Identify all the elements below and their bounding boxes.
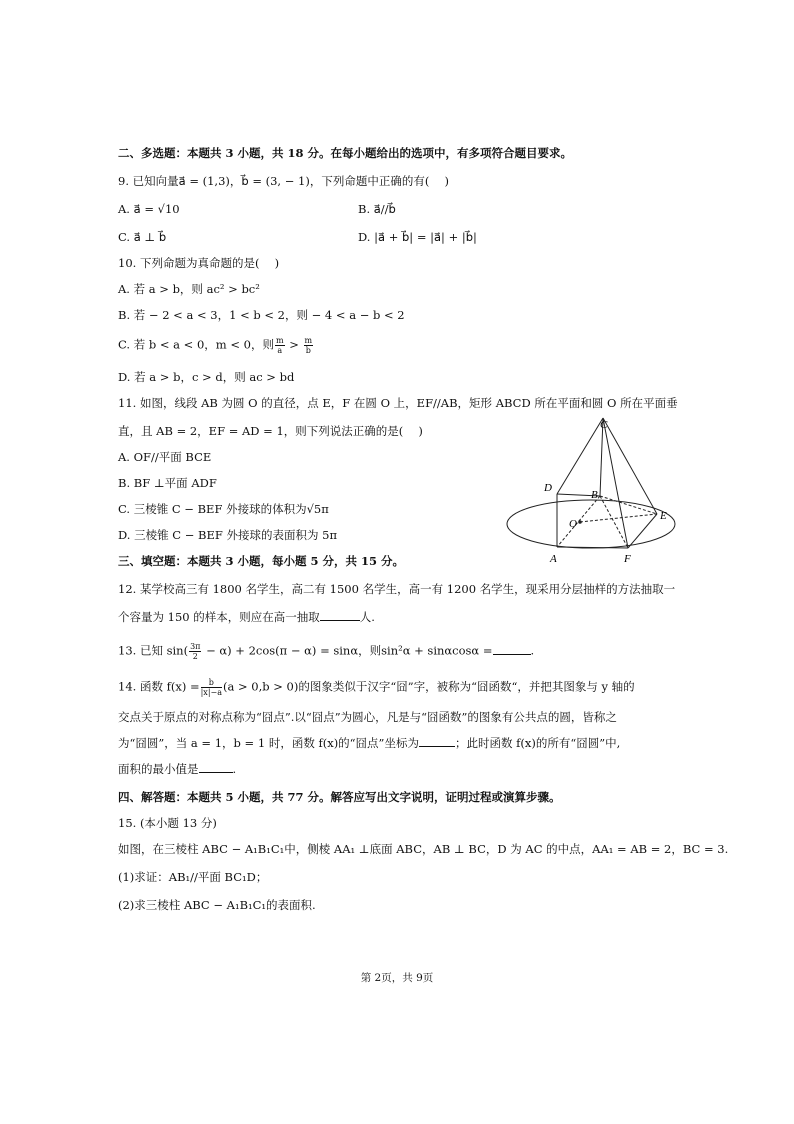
answer-blank <box>419 736 455 747</box>
q10-option-b: B. 若 − 2 < a < 3，1 < b < 2，则 − 4 < a − b < 2 <box>118 308 405 322</box>
q10-option-c: C. 若 b < a < 0，m < 0，则 $\frac{m}{a}$ > $\frac{m}{b}$ <box>118 336 313 355</box>
fraction: $\frac{m}{b}$ <box>304 336 313 355</box>
label-b: B <box>591 489 598 501</box>
q11-stem-1: 11. 如图，线段 AB 为圆 O 的直径，点 E，F 在圆 O 上，EF//AB，矩形 ABCD 所在平面和圆 O 所在平面垂 <box>118 396 678 410</box>
q11-option-c: C. 三棱锥 C − BEF 外接球的体积为√5π <box>118 502 329 516</box>
q15-part-1: (1)求证：AB₁//平面 BC₁D； <box>118 870 268 884</box>
q9-option-d: D. |a⃗ + b⃗| = |a⃗| + |b⃗| <box>358 230 477 244</box>
section2-heading: 二、多选题：本题共 3 小题，共 18 分。在每小题给出的选项中，有多项符合题目要求。 <box>118 146 573 160</box>
q11-option-a: A. OF//平面 BCE <box>118 450 212 464</box>
label-o: O <box>569 518 577 530</box>
q14-line-2: 交点关于原点的对称点称为“囧点”.以“囧点”为圆心，凡是与“囧函数”的图象有公共点的圆，皆称之 <box>118 710 617 724</box>
answer-blank <box>199 762 233 773</box>
fraction: $\frac{b}{|x|-a}$ <box>200 678 222 697</box>
section3-heading: 三、填空题：本题共 3 小题，每小题 5 分，共 15 分。 <box>118 554 405 568</box>
q10-option-d: D. 若 a > b，c > d，则 ac > bd <box>118 370 295 384</box>
q11-option-b: B. BF ⊥平面 ADF <box>118 476 217 490</box>
q13-stem: 13. 已知 sin( $\frac{3\pi}{2}$ − α) + 2cos(π − α) = sinα，则sin²α + sinαcosα = . <box>118 642 535 661</box>
answer-blank <box>320 610 360 621</box>
label-f: F <box>624 553 631 565</box>
q9-stem: 9. 已知向量a⃗ = (1,3)，b⃗ = (3, − 1)，下列命题中正确的有( ) <box>118 174 449 188</box>
q14-line-3: 为“囧圆”，当 a = 1，b = 1 时，函数 f(x)的“囧点”坐标为 ；此时函数 f(x)的所有“囧圆”中, <box>118 736 621 750</box>
label-c: C <box>600 419 608 431</box>
q9-option-a: A. a⃗ = √10 <box>118 202 180 216</box>
q10-option-a: A. 若 a > b，则 ac² > bc² <box>118 282 260 296</box>
q12-line-2: 个容量为 150 的样本，则应在高一抽取 人. <box>118 610 375 624</box>
label-a: A <box>550 553 557 565</box>
q14-line-4: 面积的最小值是 . <box>118 762 237 776</box>
fraction: $\frac{m}{a}$ <box>275 336 284 355</box>
q12-line-1: 12. 某学校高三有 1800 名学生，高二有 1500 名学生，高一有 1200 名学生，现采用分层抽样的方法抽取一 <box>118 582 676 596</box>
q14-line-1: 14. 函数 f(x) = $\frac{b}{|x|-a}$ (a > 0,b > 0)的图象类似于汉字“囧”字，被称为“囧函数“，并把其图象与 y 轴的 <box>118 678 635 697</box>
q15-stem: 如图，在三棱柱 ABC − A₁B₁C₁中，侧棱 AA₁ ⊥底面 ABC，AB ⊥ BC，D 为 AC 的中点，AA₁ = AB = 2，BC = 3. <box>118 842 729 856</box>
circle-o <box>507 500 675 548</box>
label-e: E <box>660 510 667 522</box>
q15-part-2: (2)求三棱柱 ABC − A₁B₁C₁的表面积. <box>118 898 316 912</box>
q11-stem-2: 直，且 AB = 2，EF = AD = 1，则下列说法正确的是( ) <box>118 424 423 438</box>
q10-stem: 10. 下列命题为真命题的是( ) <box>118 256 280 270</box>
section4-heading: 四、解答题：本题共 5 小题，共 77 分。解答应写出文字说明，证明过程或演算步骤。 <box>118 790 561 804</box>
answer-blank <box>493 644 531 655</box>
geometry-figure <box>500 414 690 574</box>
page-footer: 第 2页，共 9页 <box>360 972 434 984</box>
q9-option-b: B. a⃗//b⃗ <box>358 202 396 216</box>
label-d: D <box>544 482 552 494</box>
q11-option-d: D. 三棱锥 C − BEF 外接球的表面积为 5π <box>118 528 338 542</box>
fraction: $\frac{3\pi}{2}$ <box>190 642 201 661</box>
q9-option-c: C. a⃗ ⊥ b⃗ <box>118 230 167 244</box>
q15-title: 15. (本小题 13 分) <box>118 816 217 830</box>
